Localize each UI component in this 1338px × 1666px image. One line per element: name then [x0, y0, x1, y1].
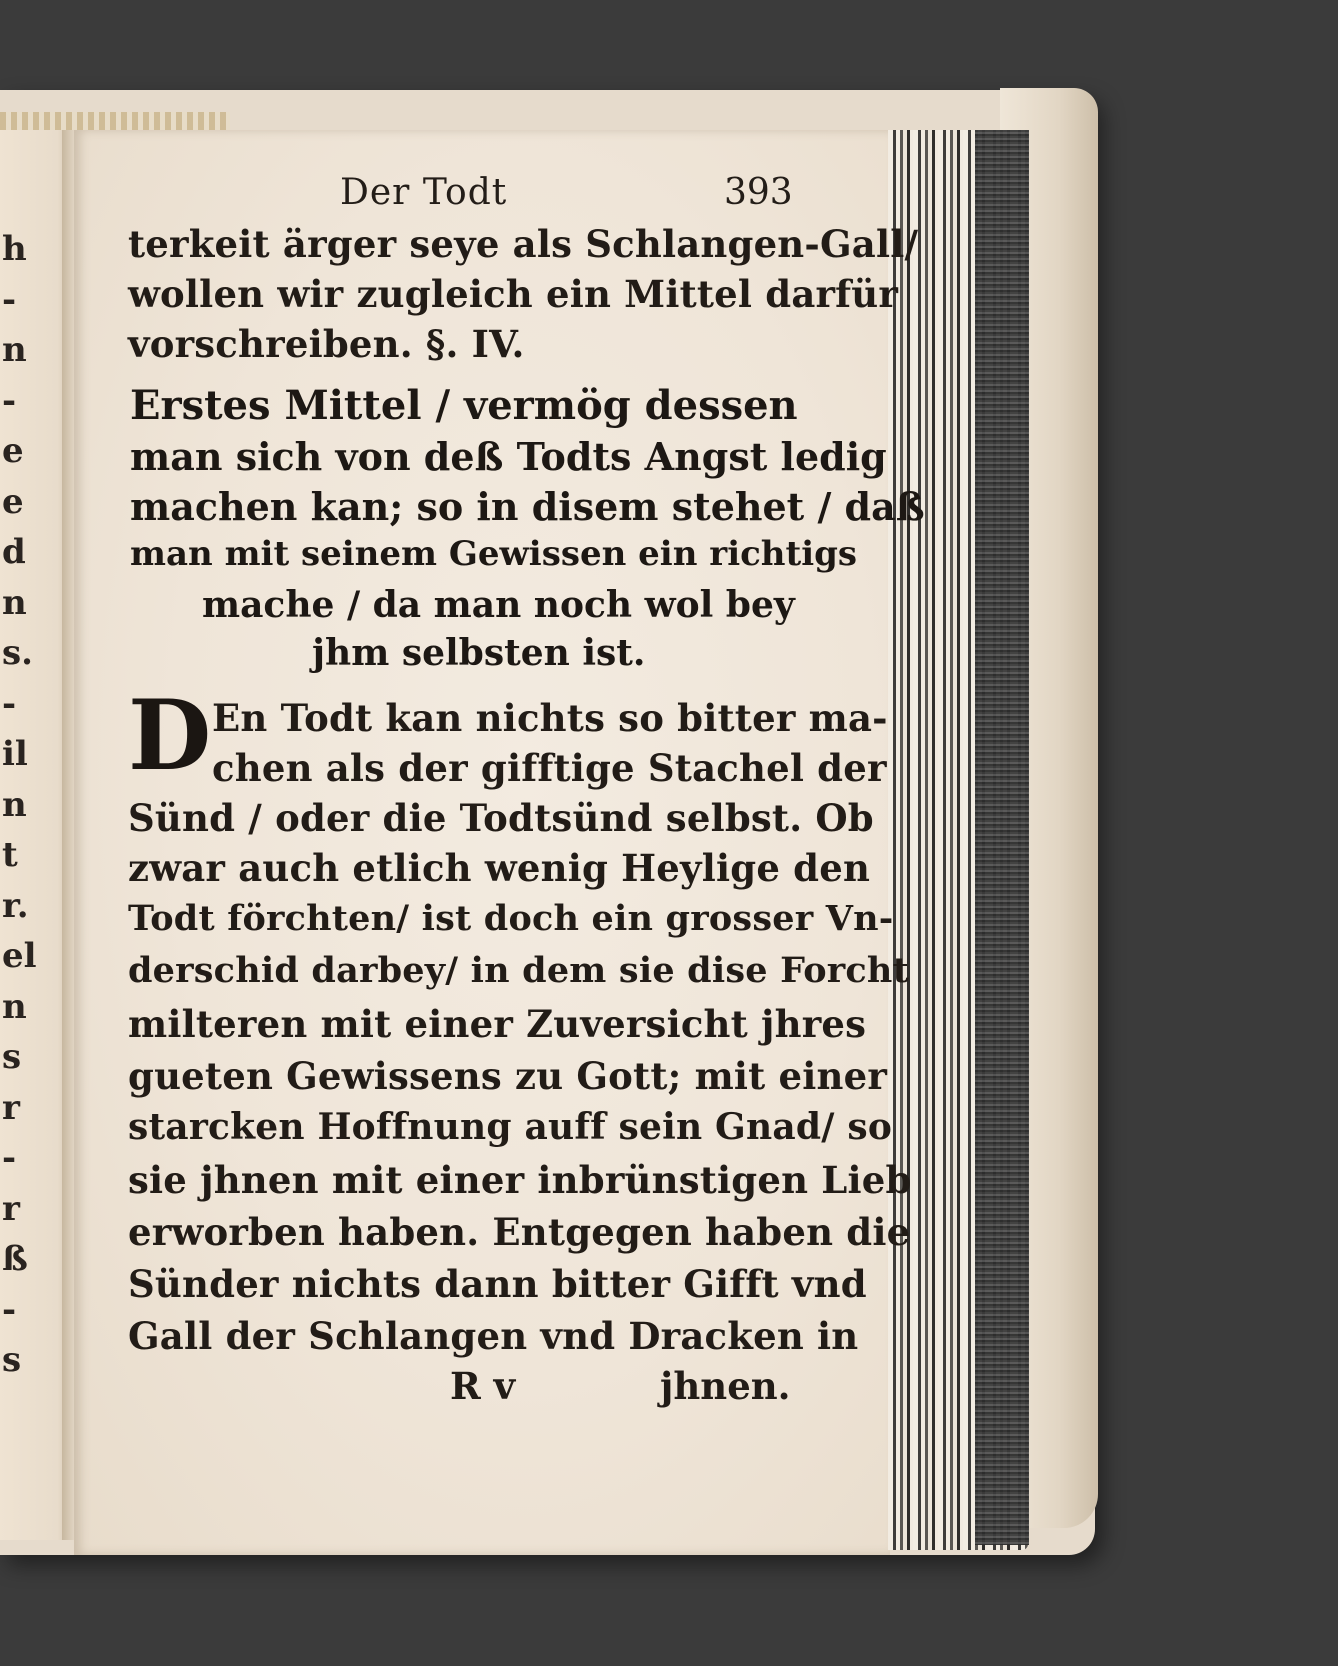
- left-page-glyph: s: [2, 1340, 22, 1380]
- left-page-glyph: -: [2, 1138, 17, 1178]
- catchword: jhnen.: [660, 1364, 791, 1408]
- body-line: Gall der Schlangen vnd Dracken in: [128, 1314, 859, 1358]
- section-heading-line: man sich von deß Todts Angst ledig: [130, 434, 887, 479]
- left-page-glyph: n: [2, 784, 27, 825]
- left-page-glyph: e: [2, 431, 24, 471]
- left-page-glyph: il: [2, 734, 28, 774]
- running-head: Der Todt: [340, 172, 508, 213]
- left-page-glyph: n: [2, 330, 27, 370]
- page-number: 393: [724, 172, 793, 213]
- left-page-glyph: r: [2, 1087, 20, 1128]
- left-page-glyph: -: [2, 279, 17, 320]
- body-line: derschid darbey/ in dem sie dise Forcht: [128, 950, 909, 991]
- body-line: erworben haben. Entgegen haben die: [128, 1210, 911, 1254]
- body-line: zwar auch etlich wenig Heylige den: [128, 846, 871, 890]
- left-page-glyph: t: [2, 835, 18, 875]
- body-line: milteren mit einer Zuversicht jhres: [128, 1002, 867, 1046]
- left-page-glyph: -: [2, 1289, 17, 1330]
- body-line: Sünd / oder die Todtsünd selbst. Ob: [128, 796, 874, 840]
- intro-line: terkeit ärger seye als Schlangen-Gall/: [128, 222, 919, 266]
- left-page-glyph: n: [2, 582, 27, 623]
- left-page-glyph: s.: [2, 633, 33, 673]
- left-page-glyph: h: [2, 229, 27, 269]
- intro-line: wollen wir zugleich ein Mittel darfür: [128, 272, 899, 316]
- section-heading-line: man mit seinem Gewissen ein richtigs: [130, 534, 858, 574]
- section-heading-line: machen kan; so in disem stehet / daß: [130, 484, 925, 529]
- left-page-glyph: r.: [2, 885, 29, 926]
- section-heading-line: mache / da man noch wol bey: [202, 584, 795, 626]
- section-heading-line: Erstes Mittel / vermög dessen: [130, 382, 798, 429]
- body-line: Sünder nichts dann bitter Gifft vnd: [128, 1262, 867, 1306]
- body-line: Todt förchten/ ist doch ein grosser Vn-: [128, 898, 894, 939]
- left-page-glyph: el: [2, 936, 37, 976]
- body-line: chen als der gifftige Stachel der: [212, 746, 887, 790]
- page-block-shadow: [975, 130, 1029, 1545]
- left-page-glyph: n: [2, 986, 27, 1027]
- left-page-glyph: -: [2, 683, 17, 724]
- body-line: gueten Gewissens zu Gott; mit einer: [128, 1054, 888, 1098]
- left-page-glyph: s: [2, 1037, 22, 1077]
- section-heading-line: jhm selbsten ist.: [312, 632, 646, 674]
- drop-cap: D: [128, 679, 212, 792]
- body-line: En Todt kan nichts so bitter ma-: [212, 696, 888, 740]
- intro-line: vorschreiben. §. IV.: [128, 322, 525, 366]
- signature-mark: R v: [450, 1364, 516, 1408]
- left-page-glyph: ß: [2, 1239, 28, 1279]
- body-line: sie jhnen mit einer inbrünstigen Lieb: [128, 1158, 912, 1202]
- body-line: starcken Hoffnung auff sein Gnad/ so: [128, 1106, 893, 1148]
- left-page-glyph: -: [2, 380, 17, 421]
- left-page-glyph: e: [2, 481, 24, 522]
- left-page-glyph: r: [2, 1188, 20, 1229]
- left-page-glyph: d: [2, 532, 26, 572]
